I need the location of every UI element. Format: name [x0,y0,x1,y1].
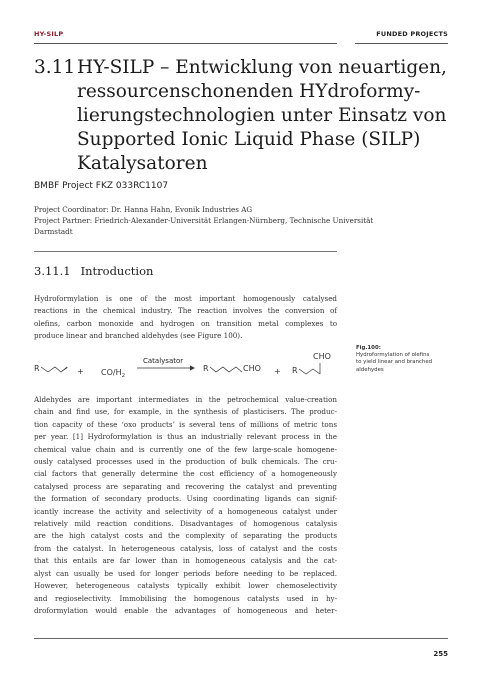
product2-r: R [292,366,298,375]
section-rule [34,251,337,252]
text-line: produce linear and branched aldehydes (see Figure 100). [34,331,243,341]
section-title: Introduction [80,264,154,278]
product2-cho: CHO [313,352,331,361]
chapter-title-line: lierungstechnologien unter Einsatz von [77,105,447,126]
chapter-title-line: ressourcenschonenden HYdroformy- [77,81,421,102]
plus-sign-2: + [274,367,281,376]
caption-line: aldehydes [356,366,384,373]
project-coordinator: Project Coordinator: Dr. Hanna Hahn, Evonik Industries AG [34,205,253,214]
chapter-number: 3.11 [34,57,76,78]
figure-caption [356,345,456,374]
text-line: reactions in the chemical industry. The reaction involves the conversion of [34,306,337,316]
text-line: icantly increase the activity and selectivity of a homogeneous catalyst under [34,506,337,516]
product1-r: R [203,364,209,373]
body-paragraph [34,394,337,617]
text-line: chemical value chain and is currently one of the few large-scale homogene- [34,444,337,454]
text-line: are the high catalyst costs and the complexity of separating the products [34,531,337,541]
text-line: cial factors that generally determine the cost efficiency of a homogeneously [34,469,337,479]
text-line: the formation of secondary products. Using coordinating ligands can signif- [34,494,337,504]
text-line: alyst can usually be used for longer periods before needing to be replaced. [34,568,337,578]
header-rule-right [355,43,448,44]
header-rule-left [34,43,337,44]
project-partner-line: Darmstadt [34,226,73,236]
olefin-double-bond [62,368,68,372]
text-line: from the catalyst. In heterogeneous catalysis, loss of catalyst and the costs [34,543,337,553]
text-line: droformylation would enable the advantages of homogeneous and heter- [34,605,337,615]
chapter-title-line: HY-SILP – Entwicklung von neuartigen, [77,57,447,78]
running-header-left: HY-SILP [34,30,64,38]
running-header-right: FUNDED PROJECTS [376,30,448,38]
chapter-title-line: Katalysatoren [77,153,208,174]
olefin-skeleton [41,367,67,372]
text-line: Hydroformylation is one of the most important homogenously catalysed [34,294,337,303]
project-partner [34,216,434,237]
section-number: 3.11.1 [34,264,71,278]
section-heading [34,264,153,278]
figure-label: Fig.100: [356,345,381,351]
intro-paragraph [34,293,337,343]
product1-cho: CHO [243,364,261,373]
text-line: olefins, carbon monoxide and hydrogen on transition metal complexes to [34,318,337,328]
hydroformylation-scheme [34,346,344,388]
text-line: relatively mild reaction conditions. Disadvantages of homogenous catalysis [34,519,337,529]
project-id: BMBF Project FKZ 033RC1107 [34,181,169,191]
reactant-r: R [34,364,40,373]
reagent-coh2: $CO/H_2$ [101,368,126,379]
text-line: that this entails are far lower than in homogeneous catalysis and the cat- [34,556,337,566]
branched-chain [299,369,320,374]
text-line: and regioselectivity. Immobilising the homogenous catalysts used in hy- [34,593,337,603]
catalyst-label: Catalysator [143,357,184,365]
text-line: per year. [1] Hydroformylation is thus an industrially relevant process in the [34,432,337,442]
text-line: ously catalysed processes used in the production of bulk chemicals. The cru- [34,457,337,467]
text-line: However, heterogeneous catalysts typically exhibit lower chemoselectivity [34,581,337,591]
caption-line: Hydroformylation of olefins [356,352,430,359]
text-line: catalysed process are separating and recovering the catalyst and preventing [34,481,337,491]
chapter-title-line: Supported Ionic Liquid Phase (SILP) [77,129,421,150]
chapter-title [77,56,457,176]
text-line: chain and find use, for example, in the synthesis of plasticisers. The produc- [34,407,337,417]
plus-sign-1: + [77,367,84,376]
linear-chain [210,367,242,372]
footer-rule [34,638,448,639]
caption-line: to yield linear and branched [356,359,433,366]
reaction-arrow-head [190,366,195,371]
project-partner-line: Project Partner: Friedrich-Alexander-Universität Erlangen-Nürnberg, Technische Universität [34,216,374,225]
page-number: 255 [433,650,448,658]
text-line: Aldehydes are important intermediates in the petrochemical value-creation [34,395,337,404]
text-line: tion capacity of these ‘oxo products’ is several tens of millions of metric tons [34,419,337,429]
